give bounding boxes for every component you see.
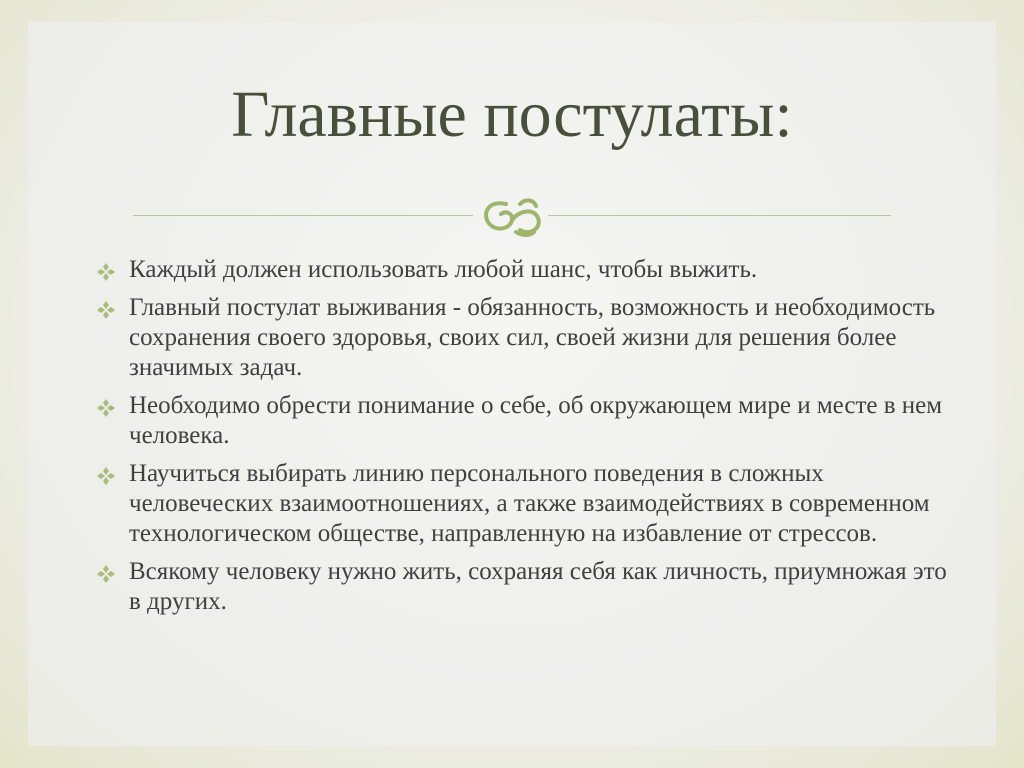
list-item: [96, 293, 956, 383]
title-divider-left: [133, 215, 473, 216]
slide-title: Главные постулаты:: [231, 78, 793, 151]
diamond-quad-bullet-icon: [96, 262, 116, 282]
diamond-quad-bullet-icon: [96, 466, 116, 486]
diamond-quad-bullet-icon: [96, 398, 116, 418]
postulates-list: [96, 255, 956, 625]
list-item: [96, 255, 956, 285]
bullet-text: Необходимо обрести понимание о себе, об окружающем мире и месте в нем человека.: [129, 392, 943, 449]
bullet-text: Всякому человеку нужно жить, сохраняя себя как личность, приумножая это в других.: [129, 558, 947, 615]
diamond-quad-bullet-icon: [96, 300, 116, 320]
list-item: [96, 459, 956, 549]
bullet-text: Каждый должен использовать любой шанс, чтобы выжить.: [129, 256, 758, 283]
title-divider-right: [548, 215, 891, 216]
bullet-text: Научиться выбирать линию персонального поведения в сложных человеческих взаимоотношениях, а также взаимодействиях в современном технологическом обществе, направленную на избавление от стрессов.: [129, 460, 930, 547]
list-item: [96, 391, 956, 451]
list-item: [96, 557, 956, 617]
leaf-flourish-icon: [476, 190, 548, 240]
bullet-text: Главный постулат выживания - обязанность, возможность и необходимость сохранения своего здоровья, своих сил, своей жизни для решения более значимых задач.: [129, 294, 936, 381]
diamond-quad-bullet-icon: [96, 564, 116, 584]
